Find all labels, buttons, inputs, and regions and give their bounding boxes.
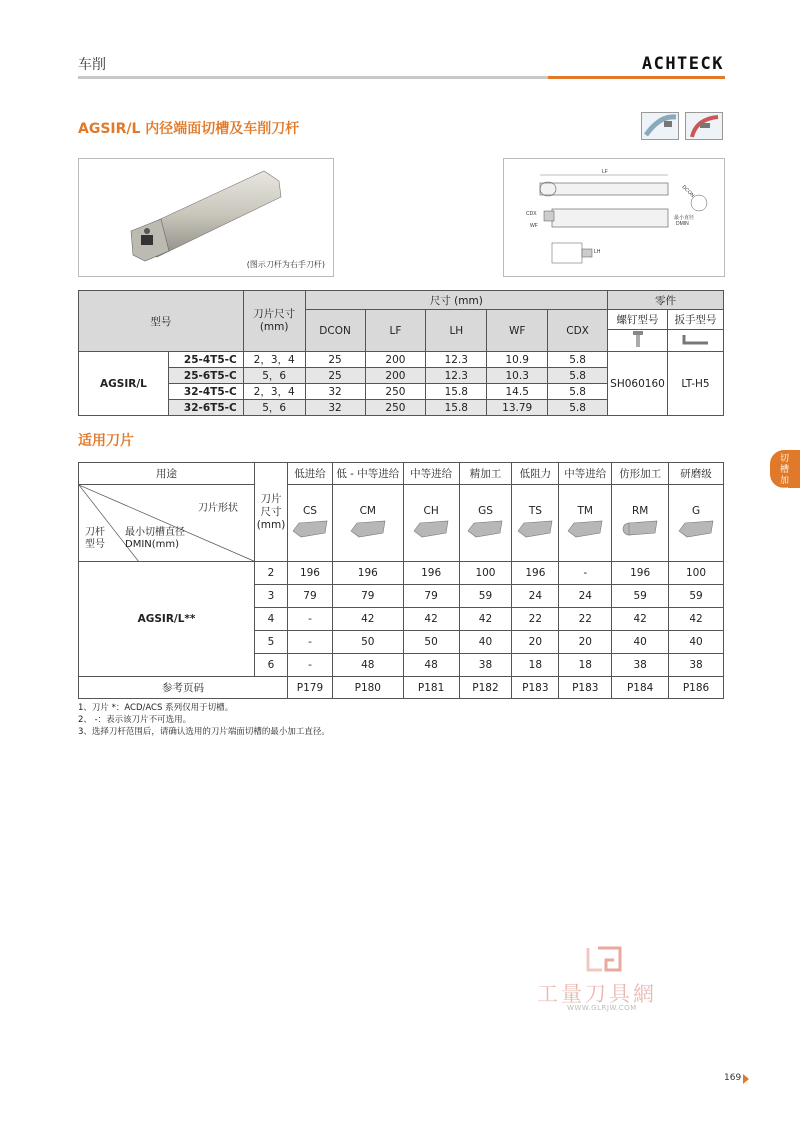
usage-label: 低进给: [288, 463, 333, 485]
cell-wf: 14.5: [487, 384, 548, 400]
cell-size: 2: [255, 562, 288, 585]
cell-dmin: -: [559, 562, 612, 585]
cell-dmin: 42: [459, 608, 512, 631]
cell-cdx: 5.8: [548, 384, 608, 400]
cell-wf: 10.9: [487, 352, 548, 368]
cell-dmin: 100: [669, 562, 724, 585]
cell-wf: 10.3: [487, 368, 548, 384]
insert-cell: [288, 485, 333, 562]
col-dcon: DCON: [305, 310, 365, 352]
col-parts: 零件: [608, 291, 724, 310]
watermark-url: WWW.GLRJW.COM: [567, 1004, 637, 1012]
cell-size: 5: [255, 631, 288, 654]
diagonal-header-cell: [79, 485, 255, 562]
shape-header: 刀片形状: [198, 503, 239, 514]
usage-label: 仿形加工: [612, 463, 669, 485]
side-tab-grooving: [770, 450, 800, 497]
section-label: 车削: [78, 57, 106, 73]
usage-label: 精加工: [459, 463, 512, 485]
cell-dmin: 38: [459, 654, 512, 677]
table-row-model: 32-6T5-C: [168, 400, 243, 416]
cell-dmin: 42: [403, 608, 459, 631]
holder-header: 刀杆 型号: [85, 527, 105, 550]
col-cdx: CDX: [548, 310, 608, 352]
usage-label: 低阻力: [512, 463, 559, 485]
insert-code: CS: [302, 504, 317, 517]
header-divider: [78, 76, 548, 79]
screw-model: SH060160: [608, 352, 668, 416]
cell-dmin: 20: [512, 631, 559, 654]
insert-code: RM: [631, 504, 649, 517]
cell-dmin: 196: [332, 562, 403, 585]
watermark-logo-icon: [584, 944, 624, 974]
cell-dmin: 59: [612, 585, 669, 608]
usage-label: 研磨级: [669, 463, 724, 485]
cell-size: 4: [255, 608, 288, 631]
cell-dmin: 79: [403, 585, 459, 608]
label-dcon: DCON: [680, 184, 696, 199]
cell-size: 6: [255, 654, 288, 677]
insert-g-icon: [677, 517, 715, 539]
insert-ch-icon: [412, 517, 450, 539]
col-dims: 尺寸 (mm): [305, 291, 607, 310]
cell-dmin: 50: [403, 631, 459, 654]
wrench-model: LT-H5: [668, 352, 724, 416]
ref-page: P180: [332, 677, 403, 699]
header-divider-accent: [548, 76, 725, 79]
col-screw: 螺钉型号: [608, 310, 668, 330]
cell-dmin: 42: [669, 608, 724, 631]
ref-page-label: 参考页码: [79, 677, 288, 699]
face-groove-icon: [641, 112, 679, 140]
footnotes: [78, 702, 330, 738]
col-lh: LH: [426, 310, 487, 352]
col-insert-size: 刀片 尺寸 (mm): [255, 463, 288, 562]
cell-size: 5，6: [243, 400, 305, 416]
ref-page: P181: [403, 677, 459, 699]
cell-dmin: -: [288, 608, 333, 631]
table-row-model: 32-4T5-C: [168, 384, 243, 400]
holder-series: AGSIR/L: [79, 352, 169, 416]
holder-photo: [78, 158, 334, 277]
usage-label: 低 - 中等进给: [332, 463, 403, 485]
cell-lh: 15.8: [426, 400, 487, 416]
cell-dmin: 59: [459, 585, 512, 608]
label-lh: LH: [594, 249, 601, 255]
label-dmin: 最小直径: [674, 215, 695, 221]
cell-dmin: 79: [332, 585, 403, 608]
cell-dcon: 25: [305, 368, 365, 384]
cell-dmin: 22: [512, 608, 559, 631]
cell-size: 5，6: [243, 368, 305, 384]
cell-dmin: 48: [403, 654, 459, 677]
page-number: 169: [724, 1073, 742, 1083]
ref-page: P184: [612, 677, 669, 699]
ref-page: P186: [669, 677, 724, 699]
cell-lf: 250: [365, 384, 426, 400]
insert-rm-icon: [621, 517, 659, 539]
insert-tm-icon: [566, 517, 604, 539]
holder-series: AGSIR/L**: [79, 562, 255, 677]
cell-dmin: 40: [669, 631, 724, 654]
insert-code: CM: [359, 504, 376, 517]
insert-cell: [459, 485, 512, 562]
insert-code: G: [691, 504, 701, 517]
cell-dmin: 196: [512, 562, 559, 585]
insert-code: GS: [478, 504, 493, 517]
page-title: AGSIR/L 内径端面切槽及车削刀杆: [78, 121, 300, 137]
cell-size: 2，3，4: [243, 352, 305, 368]
dimension-diagram: [503, 158, 725, 277]
col-insert-size: 刀片尺寸 (mm): [243, 291, 305, 352]
internal-turning-icon: [685, 112, 723, 140]
cell-dmin: 59: [669, 585, 724, 608]
cell-dmin: 18: [559, 654, 612, 677]
ref-page: P183: [512, 677, 559, 699]
table-row-model: 25-4T5-C: [168, 352, 243, 368]
insert-code: TM: [577, 504, 593, 517]
section-title-inserts: 适用刀片: [78, 433, 134, 449]
cell-lh: 15.8: [426, 384, 487, 400]
cell-cdx: 5.8: [548, 400, 608, 416]
cell-dmin: 196: [403, 562, 459, 585]
cell-dmin: 196: [612, 562, 669, 585]
cell-dmin: 42: [332, 608, 403, 631]
cell-dmin: 42: [612, 608, 669, 631]
screw-icon: [608, 330, 668, 352]
cell-dmin: 79: [288, 585, 333, 608]
page-arrow-icon: [743, 1074, 749, 1084]
insert-cm-icon: [349, 517, 387, 539]
insert-gs-icon: [466, 517, 504, 539]
cell-dmin: 18: [512, 654, 559, 677]
usage-label: 中等进给: [559, 463, 612, 485]
col-model: 型号: [79, 291, 244, 352]
cell-dmin: -: [288, 654, 333, 677]
note: 1、刀片 *：ACD/ACS 系列仅用于切槽。: [78, 703, 234, 713]
cell-lf: 200: [365, 352, 426, 368]
dmin-header: 最小切槽直径 DMIN(mm): [125, 527, 185, 550]
col-wf: WF: [487, 310, 548, 352]
cell-wf: 13.79: [487, 400, 548, 416]
insert-cell: [332, 485, 403, 562]
brand-logo: ACHTECK: [641, 54, 724, 74]
cell-dmin: -: [288, 631, 333, 654]
cell-lh: 12.3: [426, 352, 487, 368]
side-tab-label: 切槽加工: [780, 454, 790, 497]
insert-code: TS: [528, 504, 542, 517]
insert-cell: [669, 485, 724, 562]
cell-cdx: 5.8: [548, 368, 608, 384]
wrench-icon: [668, 330, 724, 352]
cell-dmin: 24: [512, 585, 559, 608]
insert-code: CH: [423, 504, 439, 517]
cell-dmin: 20: [559, 631, 612, 654]
svg-text:DMIN: DMIN: [676, 221, 689, 227]
insert-table: [78, 462, 724, 699]
insert-cell: [612, 485, 669, 562]
insert-cell: [512, 485, 559, 562]
cell-dmin: 22: [559, 608, 612, 631]
cell-dcon: 32: [305, 400, 365, 416]
cell-size: 2，3，4: [243, 384, 305, 400]
cell-lh: 12.3: [426, 368, 487, 384]
insert-cell: [559, 485, 612, 562]
cell-dmin: 50: [332, 631, 403, 654]
cell-dmin: 40: [612, 631, 669, 654]
cell-dmin: 48: [332, 654, 403, 677]
photo-caption: (图示刀杆为右手刀杆): [246, 260, 325, 269]
label-wf: WF: [530, 223, 538, 229]
cell-dmin: 100: [459, 562, 512, 585]
label-cdx: CDX: [526, 211, 537, 217]
cell-dmin: 38: [612, 654, 669, 677]
cell-size: 3: [255, 585, 288, 608]
cell-dcon: 25: [305, 352, 365, 368]
table-row-model: 25-6T5-C: [168, 368, 243, 384]
cell-lf: 200: [365, 368, 426, 384]
col-lf: LF: [365, 310, 426, 352]
cell-dmin: 196: [288, 562, 333, 585]
insert-cs-icon: [291, 517, 329, 539]
col-wrench: 扳手型号: [668, 310, 724, 330]
cell-lf: 250: [365, 400, 426, 416]
cell-dcon: 32: [305, 384, 365, 400]
col-usage: 用途: [79, 463, 255, 485]
label-lf: LF: [602, 169, 608, 175]
usage-label: 中等进给: [403, 463, 459, 485]
ref-page: P182: [459, 677, 512, 699]
holder-table: [78, 290, 724, 416]
insert-cell: [403, 485, 459, 562]
note: 3、选择刀杆范围后，请确认选用的刀片端面切槽的最小加工直径。: [78, 727, 330, 737]
cell-dmin: 24: [559, 585, 612, 608]
cell-dmin: 38: [669, 654, 724, 677]
note: 2、 -：表示该刀片不可选用。: [78, 715, 192, 725]
watermark-text: 工量刀具網: [537, 982, 657, 1006]
ref-page: P183: [559, 677, 612, 699]
ref-page: P179: [288, 677, 333, 699]
cell-cdx: 5.8: [548, 352, 608, 368]
insert-ts-icon: [516, 517, 554, 539]
cell-dmin: 40: [459, 631, 512, 654]
